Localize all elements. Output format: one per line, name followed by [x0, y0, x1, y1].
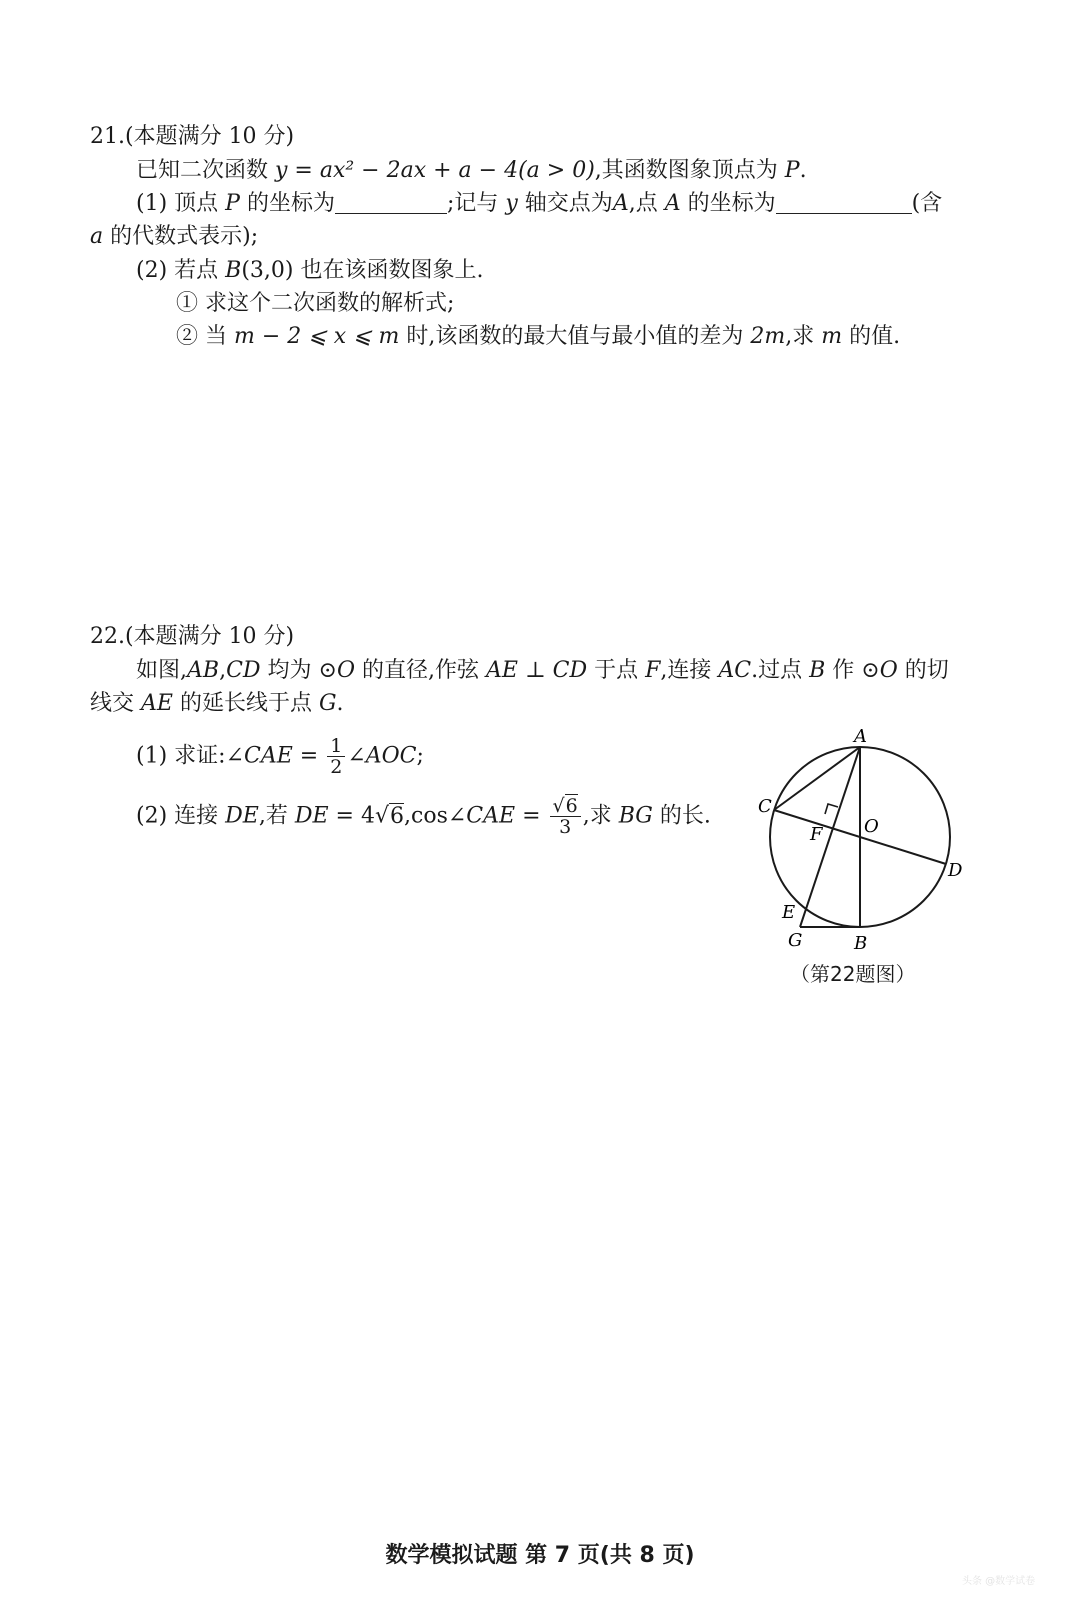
q22-part2: (2) 连接 DE,若 DE = 4√6,cos∠CAE = $\frac{√6}{3}$ ,求 BG 的长. [136, 795, 711, 838]
answer-blank-vertex[interactable] [335, 191, 447, 214]
q22-stem-line2: 线交 AE 的延长线于点 G. [90, 691, 344, 716]
figure-caption: （第22题图） [790, 962, 916, 986]
q21-header: 21.(本题满分 10 分) [90, 124, 295, 149]
q21-part1: (1) 顶点 P 的坐标为 ;记与 y 轴交点为A,点 A 的坐标为 (含 [136, 191, 943, 216]
fraction-one-half: $\frac{1}{2}$ [327, 736, 345, 777]
sqrt-six: √6 [374, 803, 405, 829]
q21-part1-wrap: a 的代数式表示); [90, 224, 259, 249]
label-g: G [788, 930, 803, 951]
line-ag [800, 747, 860, 927]
label-c: C [758, 796, 772, 817]
label-a: A [854, 726, 867, 747]
q22-geometry-figure [760, 728, 980, 960]
chord-ac [774, 747, 860, 810]
q22-part1: (1) 求证:∠CAE = $\frac{1}{2}$ ∠AOC; [136, 735, 424, 778]
q21-part2: (2) 若点 B(3,0) 也在该函数图象上. [136, 258, 484, 283]
label-d: D [948, 860, 963, 881]
right-angle-mark [825, 804, 838, 814]
label-e: E [782, 902, 796, 923]
q22-stem-line1: 如图,AB,CD 均为 ⊙O 的直径,作弦 AE ⊥ CD 于点 F,连接 AC.过点 B 作 ⊙O 的切 [136, 658, 949, 683]
q21-part2-sub1: ① 求这个二次函数的解析式; [176, 291, 455, 316]
q21-formula: y = ax² − 2ax + a − 4(a > 0) [275, 158, 595, 183]
fraction-root6-over-3: $\frac{√6}{3}$ [550, 796, 581, 837]
label-o: O [864, 816, 879, 837]
answer-blank-point-a[interactable] [776, 191, 912, 214]
label-b: B [854, 933, 868, 954]
q22-header: 22.(本题满分 10 分) [90, 624, 295, 649]
q21-stem: 已知二次函数 y = ax² − 2ax + a − 4(a > 0),其函数图象顶点为 P. [136, 158, 807, 183]
q21-part2-sub2: ② 当 m − 2 ⩽ x ⩽ m 时,该函数的最大值与最小值的差为 2m,求 m 的值. [176, 324, 901, 349]
label-f: F [810, 824, 823, 845]
page-footer: 数学模拟试题 第 7 页(共 8 页) [385, 1543, 695, 1568]
corner-watermark: 头条 @数学试卷 [962, 1576, 1036, 1587]
